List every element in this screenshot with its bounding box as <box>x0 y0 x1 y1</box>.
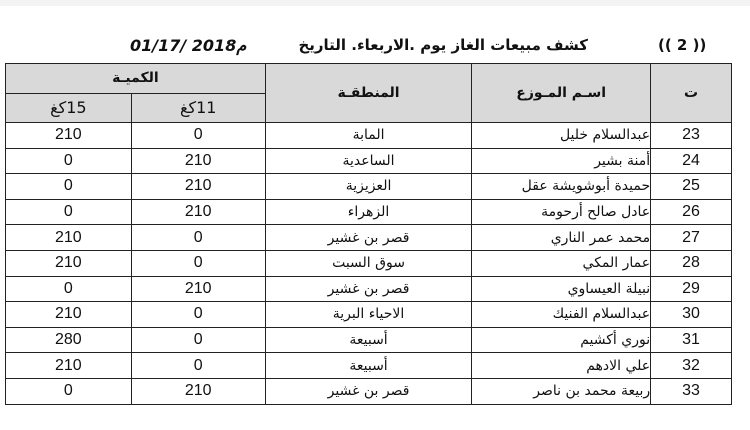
row-serial: 28 <box>651 250 732 276</box>
row-region: أسبيعة <box>265 353 472 379</box>
row-qty-15kg: 210 <box>6 353 132 379</box>
row-distributor-name: عادل صالح أرحومة <box>472 199 651 225</box>
row-distributor-name: محمد عمر الناري <box>472 225 651 251</box>
row-region: قصر بن غشير <box>265 276 472 302</box>
row-region: العزيزية <box>265 174 472 200</box>
table-row <box>6 225 732 251</box>
table-row <box>6 327 732 353</box>
top-strip <box>0 0 750 6</box>
row-region: الساعدية <box>265 148 472 174</box>
row-qty-15kg: 0 <box>6 174 132 200</box>
table-row <box>6 174 732 200</box>
document-header <box>0 36 750 60</box>
header-11kg: 11كغ <box>131 93 265 123</box>
header-distributor-name: اسـم المـوزع <box>472 64 651 123</box>
row-distributor-name: أمنة بشير <box>472 148 651 174</box>
row-serial: 29 <box>651 276 732 302</box>
row-qty-11kg: 0 <box>131 327 265 353</box>
table-row <box>6 250 732 276</box>
page-number: (( 2 )) <box>658 36 707 54</box>
row-qty-15kg: 210 <box>6 302 132 328</box>
table-row <box>6 353 732 379</box>
row-qty-11kg: 210 <box>131 174 265 200</box>
row-qty-15kg: 210 <box>6 250 132 276</box>
row-serial: 31 <box>651 327 732 353</box>
row-serial: 30 <box>651 302 732 328</box>
row-qty-11kg: 210 <box>131 199 265 225</box>
sheet-date: 01/17/ 2018م <box>130 36 247 55</box>
sheet-title: كشف مبيعات الغاز يوم .الاربعاء. التاريخ <box>298 36 588 54</box>
row-qty-11kg: 0 <box>131 302 265 328</box>
header-serial: ت <box>651 64 732 123</box>
row-serial: 27 <box>651 225 732 251</box>
row-region: أسبيعة <box>265 327 472 353</box>
row-serial: 26 <box>651 199 732 225</box>
row-serial: 33 <box>651 378 732 404</box>
header-15kg: 15كغ <box>6 93 132 123</box>
table-row <box>6 199 732 225</box>
row-serial: 25 <box>651 174 732 200</box>
row-serial: 23 <box>651 123 732 149</box>
table-row <box>6 148 732 174</box>
table-row <box>6 276 732 302</box>
row-distributor-name: علي الادهم <box>472 353 651 379</box>
row-qty-11kg: 210 <box>131 378 265 404</box>
row-qty-15kg: 0 <box>6 276 132 302</box>
table-row <box>6 378 732 404</box>
table-row <box>6 123 732 149</box>
row-region: المابة <box>265 123 472 149</box>
row-distributor-name: حميدة أبوشويشة عقل <box>472 174 651 200</box>
row-region: سوق السبت <box>265 250 472 276</box>
row-distributor-name: عبدالسلام خليل <box>472 123 651 149</box>
row-qty-15kg: 0 <box>6 148 132 174</box>
row-qty-11kg: 0 <box>131 250 265 276</box>
row-qty-11kg: 210 <box>131 276 265 302</box>
row-qty-11kg: 210 <box>131 148 265 174</box>
row-distributor-name: نوري أكشيم <box>472 327 651 353</box>
row-qty-15kg: 280 <box>6 327 132 353</box>
row-qty-15kg: 0 <box>6 199 132 225</box>
row-region: الزهراء <box>265 199 472 225</box>
row-qty-15kg: 210 <box>6 225 132 251</box>
table-row <box>6 302 732 328</box>
row-region: قصر بن غشير <box>265 378 472 404</box>
row-distributor-name: ربيعة محمد بن ناصر <box>472 378 651 404</box>
row-region: الاحياء البرية <box>265 302 472 328</box>
sales-table <box>5 63 732 405</box>
row-serial: 32 <box>651 353 732 379</box>
row-qty-11kg: 0 <box>131 123 265 149</box>
row-distributor-name: نبيلة العيساوي <box>472 276 651 302</box>
row-distributor-name: عمار المكي <box>472 250 651 276</box>
row-region: قصر بن غشير <box>265 225 472 251</box>
row-serial: 24 <box>651 148 732 174</box>
header-quantity: الكميـة <box>6 64 266 94</box>
row-qty-15kg: 0 <box>6 378 132 404</box>
header-region: المنطقـة <box>265 64 472 123</box>
row-qty-11kg: 0 <box>131 225 265 251</box>
row-distributor-name: عبدالسلام الفنيك <box>472 302 651 328</box>
row-qty-11kg: 0 <box>131 353 265 379</box>
row-qty-15kg: 210 <box>6 123 132 149</box>
